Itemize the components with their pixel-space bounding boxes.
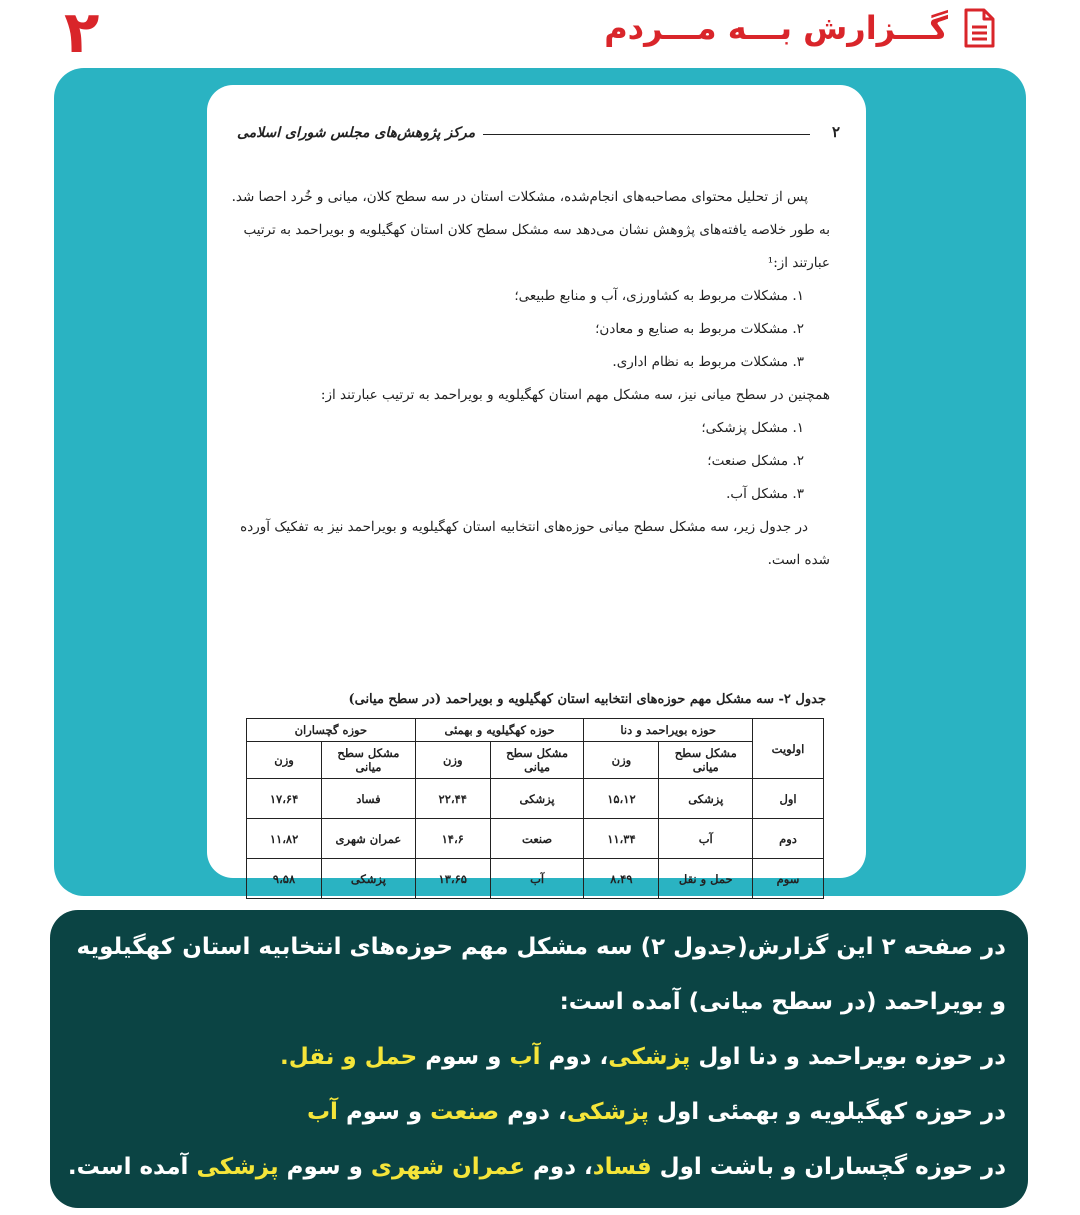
problem-header: مشکل سطح میانی <box>659 742 753 779</box>
middle-item-2: ۲. مشکل صنعت؛ <box>707 453 804 469</box>
problem-cell: پزشکی <box>490 779 584 819</box>
macro-item-1: ۱. مشکلات مربوط به کشاورزی، آب و منابع طبیعی؛ <box>514 288 804 304</box>
document-page <box>207 85 866 886</box>
summary-text-span: و سوم <box>278 1154 371 1180</box>
district-header-1: حوزه بویراحمد و دنا <box>584 719 753 742</box>
weight-cell: ۱۴،۶ <box>415 819 490 859</box>
summary-line-1: در صفحه ۲ این گزارش(جدول ۲) سه مشکل مهم حوزه‌های انتخابیه استان کهگیلویه و بویراحمد (در سطح میانی) آمده است: <box>76 934 1006 1015</box>
district-header-2: حوزه کهگیلویه و بهمئی <box>415 719 584 742</box>
problem-cell: حمل و نقل <box>659 859 753 899</box>
summary-text-span: ، دوم <box>540 1044 609 1070</box>
middle-intro: همچنین در سطح میانی نیز، سه مشکل مهم استان کهگیلویه و بویراحمد به ترتیب عبارتند از: <box>320 387 830 403</box>
weight-cell: ۸،۴۹ <box>584 859 659 899</box>
weight-cell: ۱۷،۶۴ <box>247 779 322 819</box>
highlight-span: آب <box>509 1044 541 1070</box>
weight-header: وزن <box>247 742 322 779</box>
table-intro: در جدول زیر، سه مشکل سطح میانی حوزه‌های انتخابیه استان کهگیلویه و بویراحمد نیز به تفکیک آورده شده است. <box>240 519 830 568</box>
summary-line-4 <box>66 1140 1006 1195</box>
section-title: گـــزارش بـــه مـــردم <box>604 9 948 47</box>
problem-header: مشکل سطح میانی <box>490 742 584 779</box>
problem-header: مشکل سطح میانی <box>322 742 416 779</box>
highlight-span: صنعت <box>430 1099 500 1125</box>
problem-cell: آب <box>490 859 584 899</box>
summary-text-span: آمده است. <box>67 1154 197 1180</box>
table-header-row <box>247 719 824 742</box>
problem-cell: پزشکی <box>322 859 416 899</box>
summary-text-span: ، دوم <box>499 1099 567 1125</box>
summary-text-span: و سوم <box>337 1099 431 1125</box>
weight-cell: ۲۲،۴۴ <box>415 779 490 819</box>
summary-line-2 <box>66 1030 1006 1085</box>
summary-text-span: ، دوم <box>525 1154 593 1180</box>
rank-cell: دوم <box>753 819 824 859</box>
district-header-3: حوزه گچساران <box>247 719 416 742</box>
priority-header: اولویت <box>753 719 824 779</box>
weight-cell: ۱۵،۱۲ <box>584 779 659 819</box>
weight-cell: ۱۱،۳۴ <box>584 819 659 859</box>
document-page-number: ۲ <box>831 123 840 141</box>
highlight-span: پزشکی <box>566 1099 650 1125</box>
summary-text-span: و سوم <box>417 1044 510 1070</box>
highlight-span: پزشکی <box>196 1154 279 1180</box>
highlight-span: حمل و نقل. <box>279 1044 418 1070</box>
section-header <box>604 8 996 48</box>
summary-line-3 <box>66 1085 1006 1140</box>
weight-cell: ۹،۵۸ <box>247 859 322 899</box>
problem-cell: فساد <box>322 779 416 819</box>
document-icon <box>962 8 996 48</box>
weight-cell: ۱۳،۶۵ <box>415 859 490 899</box>
middle-item-3: ۳. مشکل آب. <box>726 486 804 502</box>
summary-text-span: در حوزه گچساران و باشت اول <box>651 1154 1006 1180</box>
problem-cell: عمران شهری <box>322 819 416 859</box>
problem-cell: آب <box>659 819 753 859</box>
header-rule <box>483 134 810 135</box>
document-header <box>237 115 840 141</box>
summary-text <box>66 920 1006 1195</box>
summary-text-span: در حوزه بویراحمد و دنا اول <box>690 1044 1006 1070</box>
table-row <box>247 819 824 859</box>
problems-table <box>246 718 824 899</box>
document-body <box>231 181 830 577</box>
macro-item-3: ۳. مشکلات مربوط به نظام اداری. <box>612 354 804 370</box>
weight-header: وزن <box>584 742 659 779</box>
rank-cell: سوم <box>753 859 824 899</box>
highlight-span: آب <box>306 1099 338 1125</box>
table-caption: جدول ۲- سه مشکل مهم حوزه‌های انتخابیه استان کهگیلویه و بویراحمد (در سطح میانی) <box>348 692 826 707</box>
summary-text-span: در حوزه کهگیلویه و بهمئی اول <box>649 1099 1006 1125</box>
problem-cell: صنعت <box>490 819 584 859</box>
highlight-span: پزشکی <box>608 1044 691 1070</box>
middle-item-1: ۱. مشکل پزشکی؛ <box>701 420 804 436</box>
intro-paragraph: پس از تحلیل محتوای مصاحبه‌های انجام‌شده، مشکلات استان در سه سطح کلان، میانی و خُرد احصا شد. به طور خلاصه یافته‌های پژوهش نشان می‌دهد سه مشکل سطح کلان استان کهگیلویه و بویراحمد به ترتیب عبارتند از:¹ <box>231 189 830 271</box>
page-number: ۲ <box>64 0 100 66</box>
document-org: مرکز پژوهش‌های مجلس شورای اسلامی <box>237 125 476 141</box>
problem-cell: پزشکی <box>659 779 753 819</box>
macro-item-2: ۲. مشکلات مربوط به صنایع و معادن؛ <box>595 321 804 337</box>
weight-cell: ۱۱،۸۲ <box>247 819 322 859</box>
highlight-span: عمران شهری <box>370 1154 526 1180</box>
table-row <box>247 859 824 899</box>
rank-cell: اول <box>753 779 824 819</box>
table-subheader-row <box>247 742 824 779</box>
table-row <box>247 779 824 819</box>
weight-header: وزن <box>415 742 490 779</box>
highlight-span: فساد <box>592 1154 652 1180</box>
